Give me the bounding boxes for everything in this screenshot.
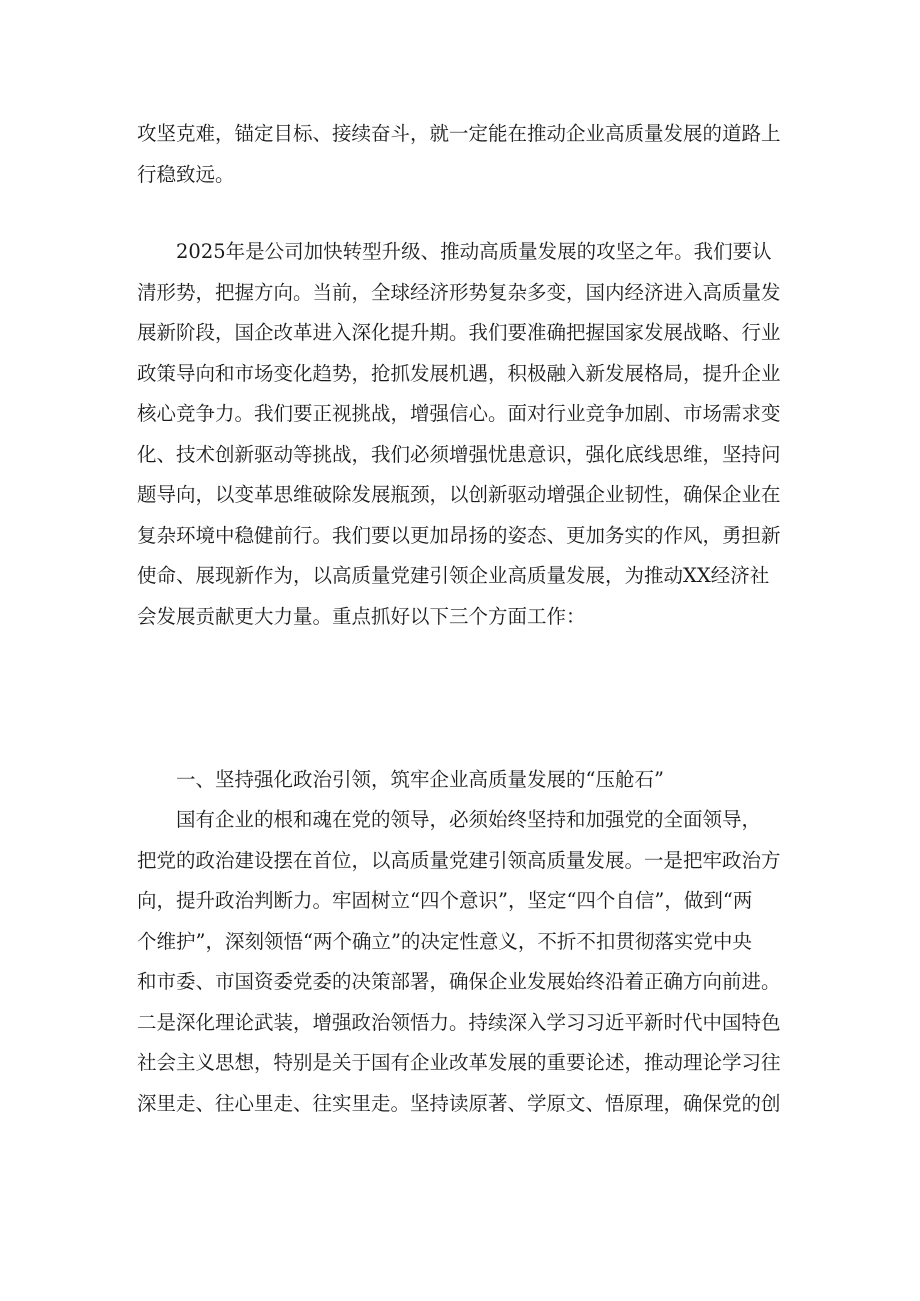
paragraph-line: 使命、展现新作为，以高质量党建引领企业高质量发展，为推动XX经济社 [137,564,770,587]
paragraph-line: 个维护”，深刻领悟“两个确立”的决定性意义，不折不扣贯彻落实党中央 [137,929,752,953]
paragraph-line: 清形势，把握方向。当前，全球经济形势复杂多变，国内经济进入高质量发 [137,280,781,304]
paragraph-line: 题导向，以变革思维破除发展瓶颈，以创新驱动增强企业韧性，确保企业在 [137,483,781,506]
paragraph-3 [137,800,787,1124]
paragraph-line: 向，提升政治判断力。牢固树立“四个意识”，坚定“四个自信”，做到“两 [137,889,753,912]
paragraph-line: 复杂环境中稳健前行。我们要以更加昂扬的姿态、更加务实的作风，勇担新 [137,523,781,547]
paragraph-line: 和市委、市国资委党委的决策部署，确保企业发展始终沿着正确方向前进。 [137,970,781,993]
paragraph-line: 国有企业的根和魂在党的领导，必须始终坚持和加强党的全面领导， [176,808,762,831]
paragraph-line: 攻坚克难，锚定目标、接续奋斗，就一定能在推动企业高质量发展的道路上 [137,122,781,145]
paragraph-line: 化、技术创新驱动等挑战，我们必须增强忧患意识，强化底线思维，坚持问 [137,442,781,466]
paragraph-line: 二是深化理论武装，增强政治领悟力。持续深入学习习近平新时代中国特色 [137,1010,781,1034]
paragraph-line: 深里走、往心里走、往实里走。坚持读原著、学原文、悟原理，确保党的创 [137,1091,781,1115]
paragraph-line: 会发展贡献更大力量。重点抓好以下三个方面工作： [137,604,586,628]
paragraph-line: 核心竞争力。我们要正视挑战，增强信心。面对行业竞争加剧、市场需求变 [137,402,781,425]
section-heading-text: 一、坚持强化政治引领，筑牢企业高质量发展的“压舱石” [176,768,664,791]
paragraph-2 [137,232,787,637]
section-heading [137,760,787,801]
paragraph-line: 2025年是公司加快转型升级、推动高质量发展的攻坚之年。我们要认 [176,240,772,263]
paragraph-line: 政策导向和市场变化趋势，抢抓发展机遇，积极融入新发展格局，提升企业 [137,361,781,385]
paragraph-line: 把党的政治建设摆在首位，以高质量党建引领高质量发展。一是把牢政治方 [137,848,781,872]
paragraph-line: 展新阶段，国企改革进入深化提升期。我们要准确把握国家发展战略、行业 [137,321,781,344]
paragraph-line: 社会主义思想，特别是关于国有企业改革发展的重要论述，推动理论学习往 [137,1051,781,1074]
paragraph-1 [137,114,787,195]
paragraph-line: 行稳致远。 [137,162,235,186]
